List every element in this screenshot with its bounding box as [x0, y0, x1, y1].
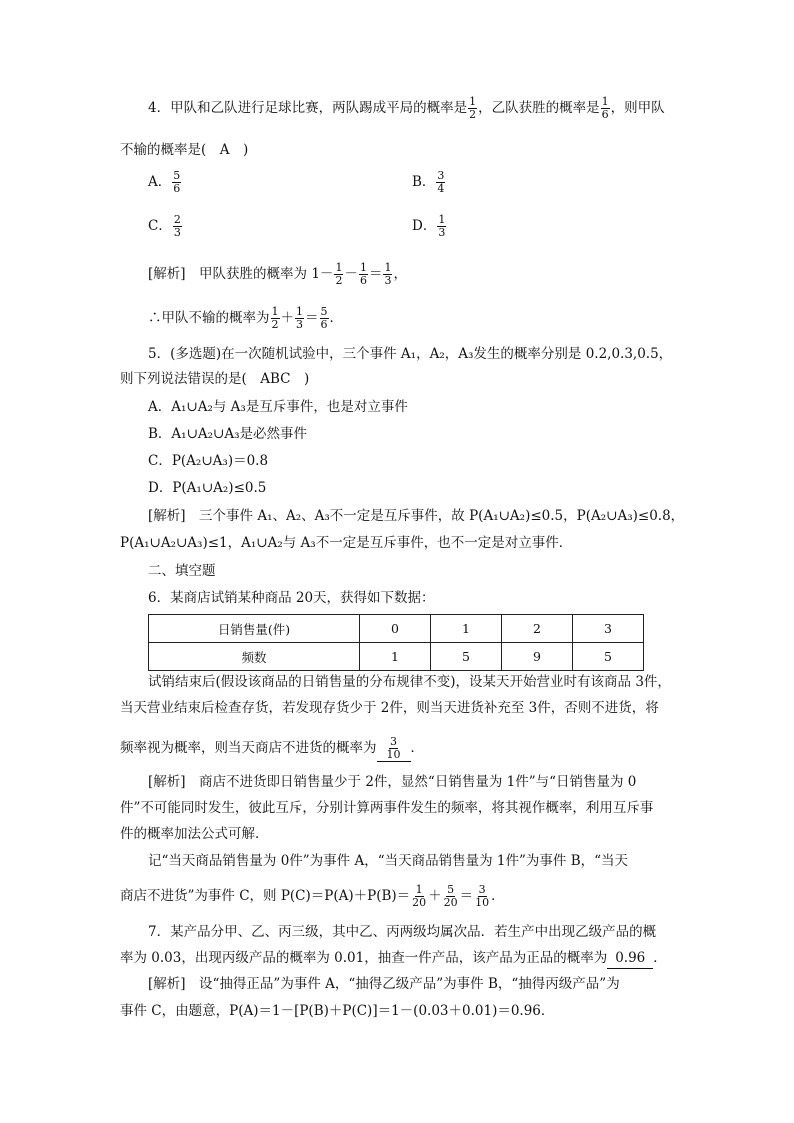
q6-solution-line3: 件的概率加法公式可解． [120, 826, 269, 842]
q5-option-d: D．P(A₁∪A₂)≤0.5 [148, 480, 267, 496]
section-heading-fill-in: 二、填空题 [148, 563, 216, 579]
q4-text-a: 4．甲队和乙队进行足球比赛，两队踢成平局的概率是 [148, 100, 468, 116]
table-row [149, 643, 644, 671]
q4-stem-line2: 不输的概率是( A ) [120, 142, 249, 158]
q5-option-a: A．A₁∪A₂与 A₃是互斥事件，也是对立事件 [148, 399, 408, 415]
table-cell: 日销售量(件) [149, 615, 360, 643]
q7-solution-line2: 事件 C，由题意，P(A)＝1－[P(B)＋P(C)]＝1－(0.03＋0.01)＝0.96． [120, 1003, 555, 1019]
q6-solution-line2: 件”不可能同时发生，彼此互斥，分别计算两事件发生的频率，将其视作概率，利用互斥事 [120, 800, 654, 816]
table-cell: 5 [431, 643, 502, 671]
sales-frequency-table [148, 614, 644, 671]
q4-option-a: A． $\frac{5}{6}$ [148, 169, 181, 195]
q4-stem-line1 [148, 96, 665, 121]
table-cell: 3 [573, 615, 644, 643]
q4-option-d: D． $\frac{1}{3}$ [412, 213, 446, 239]
q6-para-line1: 试销结束后(假设该商品的日销售量的分布规律不变)，设某天开始营业时有该商品 3件， [148, 674, 671, 690]
q5-solution-line1: [解析] 三个事件 A₁、A₂、A₃不一定是互斥事件，故 P(A₁∪A₂)≤0.5，P(A₂∪A₃)≤0.8， [148, 508, 685, 524]
q7-stem-line1: 7．某产品分甲、乙、丙三级，其中乙、丙两级均属次品．若生产中出现乙级产品的概 [148, 924, 657, 940]
q6-para-line2: 当天营业结束后检查存货，若发现存货少于 2件，则当天进货补充至 3件，否则不进货，将 [120, 700, 659, 716]
q5-option-c: C．P(A₂∪A₃)＝0.8 [148, 453, 269, 469]
table-cell: 5 [573, 643, 644, 671]
q5-option-b: B．A₁∪A₂∪A₃是必然事件 [148, 426, 308, 442]
table-cell: 1 [360, 643, 431, 671]
q6-stem-line1: 6．某商店试销某种商品 20天，获得如下数据： [148, 590, 435, 606]
table-cell: 1 [431, 615, 502, 643]
q7-solution-line1: [解析] 设“抽得正品”为事件 A，“抽得乙级产品”为事件 B，“抽得丙级产品”为 [148, 976, 620, 992]
q7-stem-line2: 率为 0.03，出现丙级产品的概率为 0.01，抽查一件产品，该产品为正品的概率为 0.96 ． [120, 948, 667, 969]
q4-solution-line2: ∴甲队不输的概率为 $\frac{1}{2}$ ＋ $\frac{1}{3}$ ＝ $\frac{5}{6}$ ． [148, 305, 343, 331]
q6-para-line3: 频率视为概率，则当天商店不进货的概率为 $\frac{3}{10}$ ． [120, 735, 424, 761]
q4-option-b: B． $\frac{3}{4}$ [412, 169, 445, 195]
table-cell: 0 [360, 615, 431, 643]
q4-solution-line1: [解析] 甲队获胜的概率为 1－ $\frac{1}{2}$ － $\frac{1}{6}$ ＝ $\frac{1}{3}$ ， [148, 261, 407, 287]
q4-text-b: ，乙队获胜的概率是 [478, 100, 600, 116]
q6-solution-line5: 商店不进货”为事件 C，则 P(C)＝P(A)＋P(B)＝ $\frac{1}{20}$ ＋ $\frac{5}{20}$ ＝ $\frac{3}{10}$ ． [120, 883, 505, 909]
q5-stem-line1: 5．(多选题)在一次随机试验中，三个事件 A₁，A₂，A₃发生的概率分别是 0.2,0.3,0.5， [148, 346, 673, 362]
q5-solution-line2: P(A₁∪A₂∪A₃)≤1，A₁∪A₂与 A₃不一定是互斥事件，也不一定是对立事件． [120, 535, 573, 551]
q6-solution-line4: 记“当天商品销售量为 0件”为事件 A，“当天商品销售量为 1件”为事件 B，“当天 [148, 853, 629, 869]
fraction-half: $\frac{1}{2}$ [469, 95, 477, 121]
table-cell: 9 [502, 643, 573, 671]
table-cell: 2 [502, 615, 573, 643]
q4-option-c: C． $\frac{2}{3}$ [148, 213, 181, 239]
q7-answer-blank: 0.96 [607, 948, 653, 969]
table-cell: 频数 [149, 643, 360, 671]
q6-answer-blank: $\frac{3}{10}$ [377, 736, 411, 762]
fraction-sixth: $\frac{1}{6}$ [601, 95, 609, 121]
table-row [149, 615, 644, 643]
q5-stem-line2: 则下列说法错误的是( ABC ) [120, 371, 310, 387]
q4-text-c: ，则甲队 [610, 100, 665, 116]
q6-solution-line1: [解析] 商店不进货即日销售量少于 2件，显然“日销售量为 1件”与“日销售量为 0 [148, 774, 637, 790]
